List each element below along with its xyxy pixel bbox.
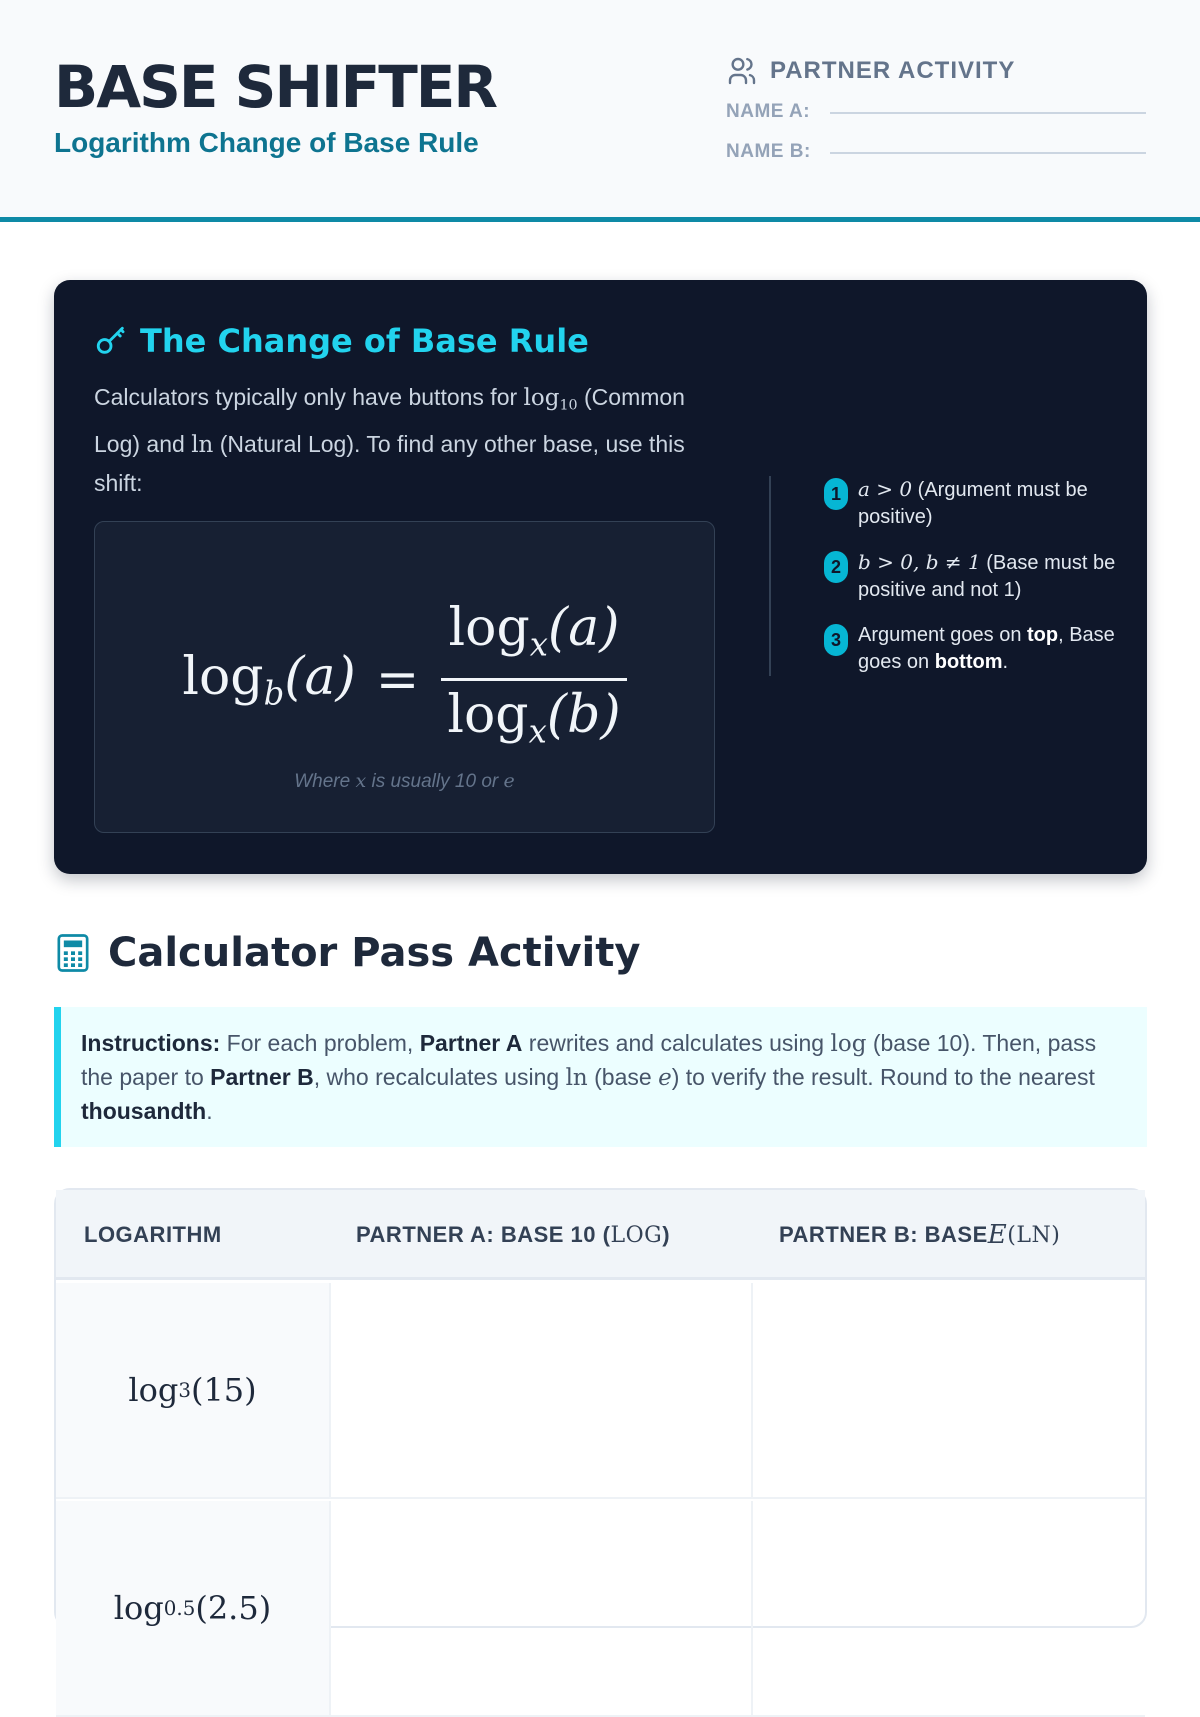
partner-b-answer-cell[interactable] xyxy=(753,1283,1149,1497)
condition-text xyxy=(858,549,1124,604)
card-title: The Change of Base Rule xyxy=(140,322,589,360)
desc-text: Calculators typically only have buttons for xyxy=(94,384,524,410)
instructions-text: (base 10). Then, pass the paper to xyxy=(81,1030,1097,1090)
instructions-text: rewrites and calculates using xyxy=(522,1030,831,1056)
column-header-partner-b xyxy=(779,1190,1060,1280)
table-row xyxy=(56,1283,1145,1499)
instructions-bold: Partner A xyxy=(419,1030,523,1056)
page-header xyxy=(0,0,1200,222)
formula-fraction xyxy=(441,594,626,766)
activity-heading xyxy=(56,930,640,976)
note-text: Where xyxy=(294,771,356,792)
name-a-label: NAME A: xyxy=(726,101,811,122)
page-title: BASE SHIFTER xyxy=(54,53,497,121)
logarithm-cell xyxy=(56,1501,331,1715)
log-arg: (15) xyxy=(190,1371,257,1409)
formula-equals: = xyxy=(375,649,420,710)
formula-lhs-arg: (a) xyxy=(284,647,356,708)
condition-item xyxy=(824,622,1124,676)
desc-log: log xyxy=(523,385,560,411)
condition-desc: (Argument must be positive) xyxy=(858,479,1088,528)
instructions-text: , who recalculates using xyxy=(313,1064,566,1090)
formula-den-base: x xyxy=(528,712,547,751)
condition-math: b > 0, b ≠ 1 xyxy=(858,550,981,574)
partner-a-answer-cell[interactable] xyxy=(331,1283,753,1497)
column-header-partner-a xyxy=(356,1190,670,1280)
page-subtitle: Logarithm Change of Base Rule xyxy=(54,127,479,158)
instructions-text: ) to verify the result. Round to the nearest xyxy=(671,1064,1095,1090)
condition-number-badge: 1 xyxy=(824,478,848,510)
log-arg: (2.5) xyxy=(195,1589,272,1627)
formula-note xyxy=(95,770,714,793)
condition-number-badge: 2 xyxy=(824,551,848,583)
log-fn: log xyxy=(113,1589,164,1627)
logarithm-cell xyxy=(56,1283,331,1497)
instructions-math: ln xyxy=(565,1065,588,1091)
table-header xyxy=(56,1190,1145,1280)
desc-ln: ln xyxy=(191,431,214,458)
note-var: x xyxy=(355,770,367,792)
desc-text: (Common Log) and xyxy=(94,384,685,457)
condition-item xyxy=(824,549,1124,604)
change-of-base-card xyxy=(54,280,1147,874)
instructions-text: For each problem, xyxy=(220,1030,420,1056)
users-icon xyxy=(726,55,758,87)
table-row xyxy=(56,1501,1145,1717)
formula-den-arg: (b) xyxy=(546,685,621,746)
instructions-text: . xyxy=(206,1098,213,1124)
name-b-row xyxy=(726,136,1146,168)
instructions-text: (base xyxy=(587,1064,659,1090)
condition-desc: Argument goes on xyxy=(858,624,1027,646)
condition-text xyxy=(858,622,1124,676)
partner-activity-box xyxy=(726,54,1146,168)
formula-numerator xyxy=(443,594,626,678)
name-b-label: NAME B: xyxy=(726,141,811,162)
condition-desc: . xyxy=(1002,651,1009,673)
instructions-bold: thousandth xyxy=(81,1098,207,1124)
condition-desc: , Base goes on xyxy=(858,624,1115,673)
instructions-math: e xyxy=(658,1065,672,1091)
calculator-icon xyxy=(56,933,90,973)
log-base: 3 xyxy=(178,1378,191,1402)
change-of-base-formula xyxy=(95,594,714,766)
log-fn: log xyxy=(128,1371,179,1409)
condition-item xyxy=(824,476,1124,531)
formula-denominator xyxy=(441,681,626,765)
conditions-list xyxy=(824,476,1124,694)
condition-math: a > 0 xyxy=(858,477,913,501)
column-header-math: LOG xyxy=(610,1222,663,1248)
column-header-text: PARTNER B: BASE xyxy=(779,1222,988,1247)
formula-num-arg: (a) xyxy=(547,598,620,658)
condition-bold: bottom xyxy=(934,651,1003,673)
vertical-divider xyxy=(769,476,771,676)
formula-box xyxy=(94,521,715,833)
condition-text xyxy=(858,476,1124,531)
instructions-bold: Partner B xyxy=(210,1064,314,1090)
column-header-text: PARTNER A: BASE 10 ( xyxy=(356,1222,611,1247)
partner-a-answer-cell[interactable] xyxy=(331,1501,753,1715)
formula-num-base: x xyxy=(529,625,548,664)
card-description xyxy=(94,378,714,502)
instructions-label: Instructions: xyxy=(81,1030,221,1056)
key-icon xyxy=(94,324,128,358)
activity-table xyxy=(54,1188,1147,1628)
partner-b-answer-cell[interactable] xyxy=(753,1501,1149,1715)
name-b-field[interactable] xyxy=(830,152,1146,154)
column-header-math: E xyxy=(987,1220,1008,1250)
instructions-box xyxy=(54,1007,1147,1147)
formula-den-fn: log xyxy=(447,685,529,746)
name-a-field[interactable] xyxy=(830,112,1146,114)
formula-lhs xyxy=(182,647,355,712)
partner-activity-heading xyxy=(726,54,1146,88)
formula-lhs-fn: log xyxy=(182,647,264,708)
column-header-math: (LN) xyxy=(1007,1222,1061,1248)
note-e: e xyxy=(503,770,515,792)
condition-desc: (Base must be positive and not 1) xyxy=(858,552,1116,601)
activity-title: Calculator Pass Activity xyxy=(108,930,641,976)
column-header-logarithm: LOGARITHM xyxy=(84,1222,222,1247)
instructions-math: log xyxy=(830,1031,867,1057)
desc-text: (Natural Log). To find any other base, use this shift: xyxy=(94,430,685,496)
formula-lhs-base: b xyxy=(263,674,285,713)
desc-log-sub: 10 xyxy=(559,397,578,414)
formula-num-fn: log xyxy=(448,598,530,658)
partner-activity-label: PARTNER ACTIVITY xyxy=(770,57,1016,84)
name-a-row xyxy=(726,96,1146,128)
log-base: 0.5 xyxy=(163,1596,196,1620)
card-heading xyxy=(94,322,589,360)
condition-number-badge: 3 xyxy=(824,624,848,656)
column-header-text: ) xyxy=(662,1222,671,1247)
note-text: is usually 10 or xyxy=(366,771,504,792)
condition-bold: top xyxy=(1027,624,1059,646)
